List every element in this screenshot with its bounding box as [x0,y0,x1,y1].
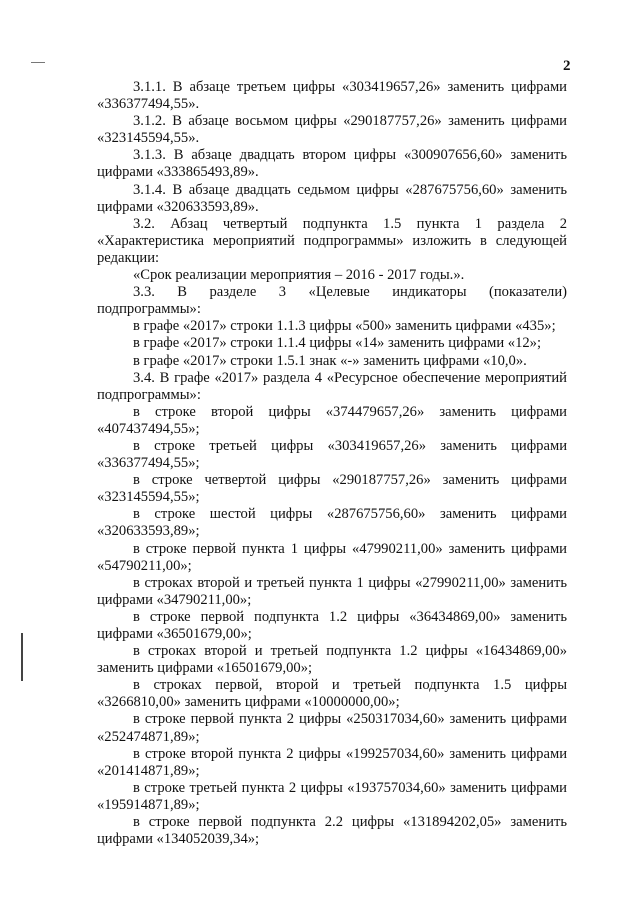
paragraph [97,318,567,335]
text-line: в графе «2017» строки 1.5.1 знак «-» заменить цифрами «10,0». [133,352,527,369]
page-number: 2 [563,58,571,74]
paragraph [97,746,567,780]
text-line: «201414871,89»; [97,762,200,779]
paragraph [97,609,567,643]
paragraph [97,404,567,438]
text-line: 3.1.1. В абзаце третьем цифры «303419657,26» заменить цифрами [133,79,567,95]
text-line: в строке первой пункта 1 цифры «47990211,00» заменить цифрами [133,540,567,557]
text-line: «Срок реализации мероприятия – 2016 - 2017 годы.». [133,267,465,284]
text-line: «Характеристика мероприятий подпрограммы» изложить в следующей [97,232,567,249]
text-line: в строке первой подпункта 1.2 цифры «36434869,00» заменить [133,608,567,625]
text-line: в строке первой пункта 2 цифры «250317034,60» заменить цифрами [133,711,567,728]
paragraph [97,216,567,267]
text-line: цифрами «36501679,00»; [97,626,252,642]
text-line: 3.1.2. В абзаце восьмом цифры «290187757,26» заменить цифрами [133,113,567,130]
text-line: «3266810,00» заменить цифрами «10000000,00»; [97,694,400,711]
paragraph [97,147,567,181]
paragraph [97,113,567,147]
paragraph [97,575,567,609]
text-line: «54790211,00»; [97,557,192,574]
text-line: «195914871,89»; [97,796,200,813]
text-line: «323145594,55»; [97,489,200,506]
paragraph [97,79,567,113]
text-line: «407437494,55»; [97,420,200,437]
text-line: 3.4. В графе «2017» раздела 4 «Ресурсное обеспечение мероприятий [133,369,567,386]
text-line: 3.3. В разделе 3 «Целевые индикаторы (показатели) [133,284,567,301]
text-line: подпрограммы»: [97,301,201,318]
text-line: редакции: [97,249,160,266]
text-line: в строках второй и третьей подпункта 1.2 цифры «16434869,00» [133,643,567,660]
text-line: в строке третьей пункта 2 цифры «193757034,60» заменить цифрами [133,779,567,796]
paragraph [97,335,567,352]
paragraph [97,284,567,318]
paragraph [97,472,567,506]
text-line: «323145594,55». [97,130,200,147]
paragraph [97,438,567,472]
document-body [97,79,567,848]
text-line: 3.1.4. В абзаце двадцать седьмом цифры «287675756,60» заменить [133,181,567,198]
paragraph [97,267,567,284]
paragraph [97,182,567,216]
paragraph [97,541,567,575]
paragraph [97,677,567,711]
text-line: в строках первой, второй и третьей подпункта 1.5 цифры [133,677,567,694]
text-line: «336377494,55». [97,96,200,113]
text-line: в строке шестой цифры «287675756,60» заменить цифрами [133,506,567,523]
text-line: «336377494,55»; [97,455,200,472]
text-line: в строке второй пункта 2 цифры «199257034,60» заменить цифрами [133,745,567,762]
text-line: цифрами «134052039,34»; [97,831,260,848]
text-line: в строке второй цифры «374479657,26» заменить цифрами [133,403,567,420]
text-line: 3.1.3. В абзаце двадцать втором цифры «300907656,60» заменить [133,147,567,164]
scan-artifact-top [31,62,45,63]
paragraph [97,814,567,848]
text-line: в графе «2017» строки 1.1.4 цифры «14» заменить цифрами «12»; [133,335,542,352]
paragraph [97,711,567,745]
text-line: цифрами «333865493,89». [97,164,259,181]
text-line: цифрами «320633593,89». [97,198,259,215]
scan-artifact-left [21,633,23,681]
text-line: 3.2. Абзац четвертый подпункта 1.5 пункта 1 раздела 2 [133,215,567,232]
paragraph [97,506,567,540]
text-line: в строках второй и третьей пункта 1 цифры «27990211,00» заменить [133,574,567,591]
text-line: «320633593,89»; [97,523,200,540]
text-line: в графе «2017» строки 1.1.3 цифры «500» заменить цифрами «435»; [133,318,556,335]
text-line: цифрами «34790211,00»; [97,591,252,608]
paragraph [97,353,567,370]
text-line: в строке третьей цифры «303419657,26» заменить цифрами [133,437,567,454]
paragraph [97,643,567,677]
text-line: подпрограммы»: [97,386,201,403]
text-line: в строке первой подпункта 2.2 цифры «131894202,05» заменить [133,814,567,831]
text-line: «252474871,89»; [97,728,200,745]
paragraph [97,780,567,814]
paragraph [97,370,567,404]
text-line: в строке четвертой цифры «290187757,26» заменить цифрами [133,472,567,489]
text-line: заменить цифрами «16501679,00»; [97,660,313,677]
